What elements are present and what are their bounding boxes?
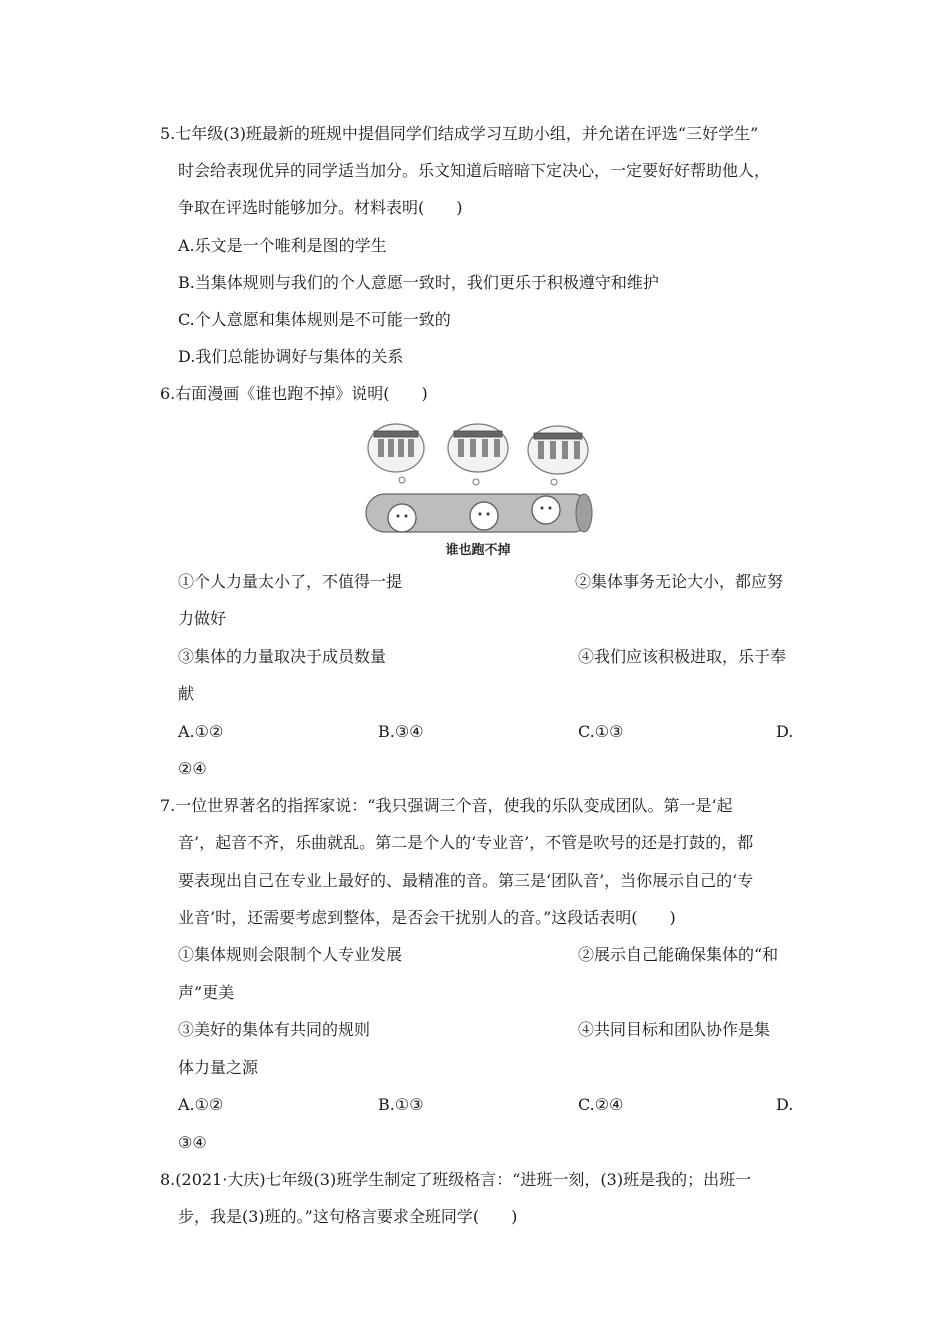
- comic-caption: 谁也跑不掉: [445, 543, 511, 558]
- q6-option-b: B.③④: [378, 722, 424, 741]
- q6-item4-part2: 献: [178, 684, 195, 703]
- q7-item2-part2: 声”更美: [178, 983, 235, 1002]
- q7-option-b: B.①③: [378, 1095, 424, 1114]
- q6-item1: ①个人力量太小了，不值得一提: [178, 572, 403, 591]
- q6-option-d-label: D.: [776, 722, 794, 741]
- q8-stem-line2: 步，我是(3)班的。”这句格言要求全班同学( ): [178, 1207, 518, 1226]
- q7-stem-line1: 7.一位世界著名的指挥家说：“我只强调三个音，使我的乐队变成团队。第一是‘起: [160, 796, 733, 815]
- q6-item2-part1: ②集体事务无论大小，都应努: [575, 572, 784, 591]
- comic-illustration: [358, 418, 598, 564]
- q7-option-d-label: D.: [776, 1095, 794, 1114]
- q7-stem-line3: 要表现出自己在专业上最好的、最精准的音。第三是‘团队音’，当你展示自己的‘专: [178, 871, 754, 890]
- q5-option-b: B.当集体规则与我们的个人意愿一致时，我们更乐于积极遵守和维护: [178, 273, 659, 292]
- q5-option-d: D.我们总能协调好与集体的关系: [178, 347, 404, 366]
- q6-item3: ③集体的力量取决于成员数量: [178, 647, 387, 666]
- q5-option-a: A.乐文是一个唯利是图的学生: [178, 236, 387, 255]
- q7-item4-part1: ④共同目标和团队协作是集: [578, 1020, 771, 1039]
- q6-item4-part1: ④我们应该积极进取，乐于奉: [578, 647, 787, 666]
- q7-item3: ③美好的集体有共同的规则: [178, 1020, 371, 1039]
- q7-item1: ①集体规则会限制个人专业发展: [178, 945, 403, 964]
- q8-stem-line1: 8.(2021·大庆)七年级(3)班学生制定了班级格言：“进班一刻，(3)班是我的；出班一: [160, 1170, 752, 1189]
- q5-stem-line1: 5.七年级(3)班最新的班规中提倡同学们结成学习互助小组，并允诺在评选“三好学生”: [160, 124, 759, 143]
- q6-option-a: A.①②: [178, 722, 224, 741]
- q7-item2-part1: ②展示自己能确保集体的“和: [578, 945, 779, 964]
- q5-stem-line2: 时会给表现优异的同学适当加分。乐文知道后暗暗下定决心，一定要好好帮助他人，: [178, 161, 771, 180]
- q7-stem-line2: 音’，起音不齐，乐曲就乱。第二是个人的‘专业音’，不管是吹号的还是打鼓的，都: [178, 833, 754, 852]
- q7-option-d-value: ③④: [178, 1133, 207, 1152]
- q5-option-c: C.个人意愿和集体规则是不可能一致的: [178, 310, 451, 329]
- comic-drawing: [358, 418, 598, 564]
- q6-item2-part2: 力做好: [178, 609, 227, 628]
- q6-option-c: C.①③: [578, 722, 624, 741]
- q5-stem-line3: 争取在评选时能够加分。材料表明( ): [178, 198, 463, 217]
- q7-item4-part2: 体力量之源: [178, 1058, 259, 1077]
- q6-stem: 6.右面漫画《谁也跑不掉》说明( ): [160, 384, 428, 403]
- q7-stem-line4: 业音’时，还需要考虑到整体，是否会干扰别人的音。”这段话表明( ): [178, 908, 676, 927]
- q6-option-d-value: ②④: [178, 759, 207, 778]
- q7-option-a: A.①②: [178, 1095, 224, 1114]
- q7-option-c: C.②④: [578, 1095, 624, 1114]
